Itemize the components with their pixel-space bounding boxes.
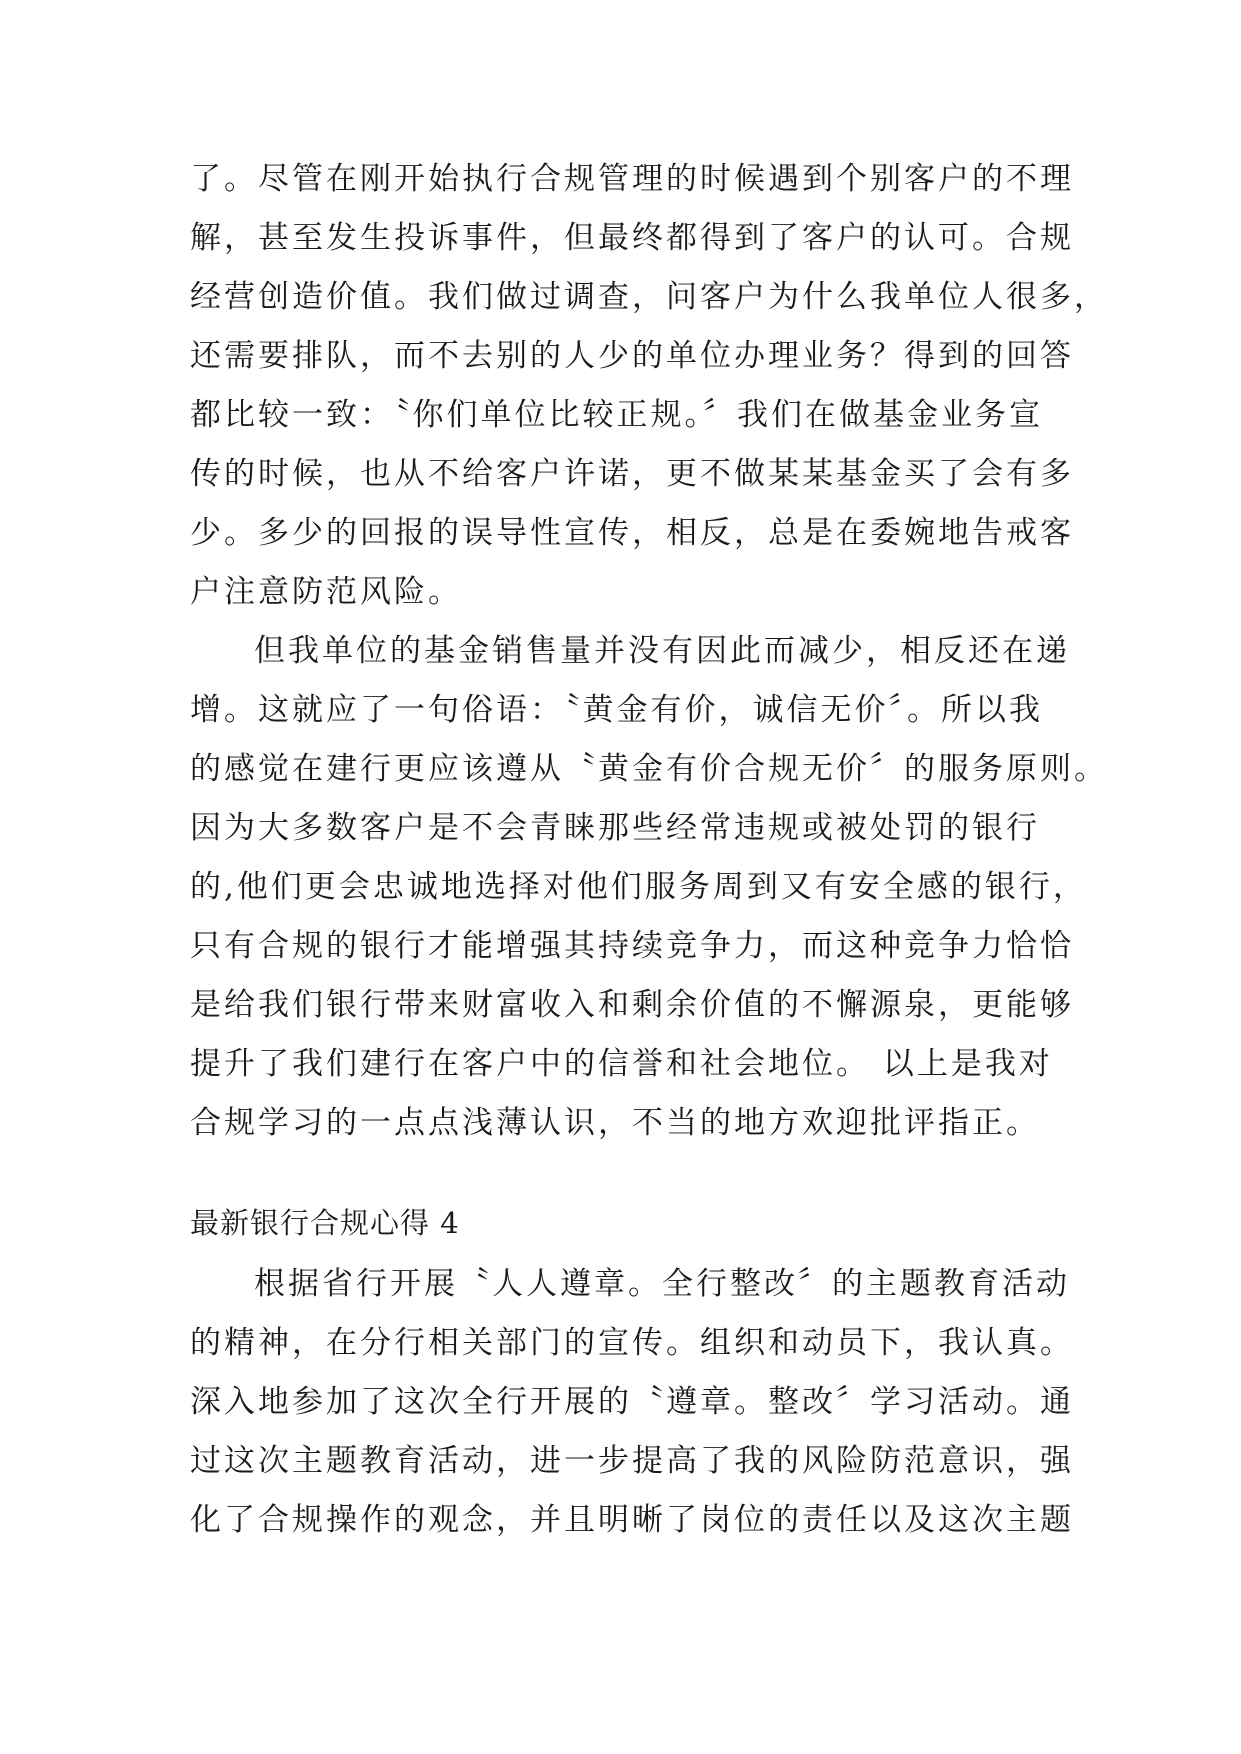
paragraph-3 — [190, 1255, 1074, 1550]
paragraph-line: 合规学习的一点点浅薄认识，不当的地方欢迎批评指正。 — [190, 1105, 1040, 1141]
paragraph-line: 还需要排队，而不去别的人少的单位办理业务？得到的回答 — [190, 338, 1074, 374]
paragraph-line: 是给我们银行带来财富收入和剩余价值的不懈源泉，更能够 — [190, 987, 1074, 1023]
paragraph-line: 的精神，在分行相关部门的宣传。组织和动员下，我认真。 — [190, 1325, 1074, 1361]
paragraph-line: 深入地参加了这次全行开展的〝遵章。整改〞学习活动。通 — [190, 1384, 1074, 1420]
paragraph-1 — [190, 150, 1108, 622]
paragraph-line: 化了合规操作的观念，并且明晰了岗位的责任以及这次主题 — [190, 1502, 1074, 1538]
paragraph-line: 了。尽管在刚开始执行合规管理的时候遇到个别客户的不理 — [190, 161, 1074, 197]
paragraph-line: 少。多少的回报的误导性宣传，相反，总是在委婉地告戒客 — [190, 515, 1074, 551]
paragraph-line: 户注意防范风险。 — [190, 574, 462, 610]
paragraph-line: 因为大多数客户是不会青睐那些经常违规或被处罚的银行 — [190, 810, 1040, 846]
paragraph-2 — [190, 622, 1108, 1153]
paragraph-line: 的感觉在建行更应该遵从〝黄金有价合规无价〞的服务原则。 — [190, 751, 1108, 787]
paragraph-line: 解，甚至发生投诉事件，但最终都得到了客户的认可。合规 — [190, 220, 1074, 256]
paragraph-line: 经营创造价值。我们做过调查，问客户为什么我单位人很多， — [190, 279, 1108, 315]
paragraph-line: 过这次主题教育活动，进一步提高了我的风险防范意识，强 — [190, 1443, 1074, 1479]
paragraph-line: 的,他们更会忠诚地选择对他们服务周到又有安全感的银行， — [190, 869, 1087, 905]
paragraph-line: 只有合规的银行才能增强其持续竞争力，而这种竞争力恰恰 — [190, 928, 1074, 964]
section-heading: 最新银行合规心得 4 — [190, 1206, 460, 1240]
paragraph-line: 传的时候，也从不给客户许诺，更不做某某基金买了会有多 — [190, 456, 1074, 492]
paragraph-line: 提升了我们建行在客户中的信誉和社会地位。 以上是我对 — [190, 1046, 1053, 1082]
paragraph-line: 但我单位的基金销售量并没有因此而减少，相反还在递 — [254, 633, 1070, 669]
paragraph-line: 都比较一致：〝你们单位比较正规。〞我们在做基金业务宣 — [190, 397, 1043, 433]
paragraph-line: 根据省行开展〝人人遵章。全行整改〞的主题教育活动 — [254, 1266, 1070, 1302]
paragraph-line: 增。这就应了一句俗语：〝黄金有价，诚信无价〞。所以我 — [190, 692, 1043, 728]
